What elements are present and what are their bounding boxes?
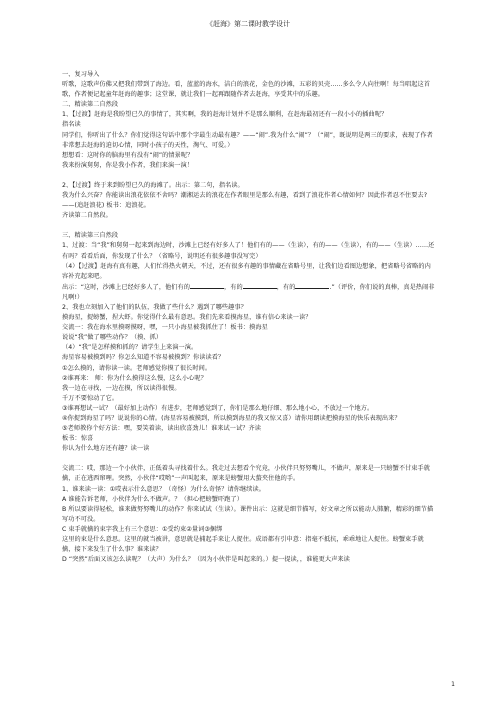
paragraph: 听歌，这歌声仿佛又把我们带到了海边。看，蓝蓝的海水，洁白的浪花，金色的沙滩，五彩的贝壳……多么令人向往啊！每当唱起这首歌，作者便记起童年赶海的趣事；这堂课，就让我们一起再跟随作者去赶海，享受其中的乐趣。 — [62, 81, 431, 99]
paragraph: 摸海星，捉螃蟹，捏大虾。你觉得什么最有意思。我们先来看摸海星，谁有信心来读一读？ — [62, 314, 312, 322]
fill-in-blank — [295, 282, 329, 289]
paragraph: 2、【过渡】终于来到盼望已久的海滩了。出示：第二句，指名读。 — [62, 181, 244, 189]
page-number: 1 — [451, 681, 455, 688]
paragraph: 你认为什么地方还有趣？读一读 — [62, 445, 150, 453]
paragraph: ①怎么摸的，请你读一读。老师感觉你摸了很长时间。 — [62, 364, 212, 372]
paragraph-gap — [62, 221, 436, 231]
paragraph: 同学们，你听出了什么？你们觉得这句话中那个字最生动最有趣？——“闹”.我为什么“闹”？（“闹”，既说明是两三的要求，表现了作者非常想去赶海的迫切心情，同时小孩子的天性，淘气、可爱。） — [62, 131, 433, 149]
paragraph: （4）“我”是怎样摸和抓的？请学生上来演一演。 — [62, 344, 198, 352]
fill-in-blank — [190, 282, 224, 289]
paragraph: ④你捉到海星了吗？说说你的心情。(海星容易被摸到，所以摸到海星的我又惊又喜）请你用朗读把摸海星的快乐表现出来？ — [62, 415, 401, 422]
paragraph: 指名读 — [62, 121, 81, 129]
paragraph: 二、精读第二自然段 — [62, 101, 119, 109]
paragraph: B 所以要读得轻松，谁来做努努嘴儿的动作？你来试试（生读）。课件出示：这就是细节描写，好文章之所以能动人肺腑，精彩的细节描写功不可没。 — [62, 505, 434, 523]
paragraph: ⑤老师教你个好方法：嘿，要笑着读，读出欣喜劲儿！谁来试一试？齐读 — [62, 425, 261, 433]
paragraph-gap — [62, 171, 436, 181]
paragraph: 这里的束是什么意思。这里的就当被讲，意思就是捕起手来让人捉住。成语都有引申意：指毫不抵抗，乖乖地让人捉住。螃蟹束手就擒，接下来发生了什么事？谁来读？ — [62, 536, 424, 554]
paragraph: 2、我也立刻加入了他们的队伍，我做了些什么？遇到了哪些趣事？ — [62, 303, 247, 311]
document-body — [62, 70, 436, 565]
paragraph: ②谁再来： 师：你为什么摸得这么慢，这么小心呢？ — [62, 374, 207, 382]
paragraph: 交流一：我在海水里摸呀摸呀，嘿，一只小海星被我抓住了！板书：摸海星 — [62, 324, 268, 332]
paragraph: A 谁能告诉老师，小伙伴为什么不做声。？（担心把螃蟹吓跑了） — [62, 495, 243, 503]
paragraph: C 束手就擒的束字我上有三个意思：①受约束②量词③捆绑 — [62, 525, 223, 533]
paragraph: ③谁再想试一试？（最好加上动作）有进步，老师感觉到了，你们是那么地仔细、那么地小心，不放过一个地方。 — [62, 404, 374, 412]
paragraph: 1、【过渡】赶海是我盼望已久的事情了，其实啊，我的赶海计划并不是那么顺利，在赶海最初还有一段小小的插曲呢？ — [62, 111, 388, 119]
paragraph: 说说“我”做了哪些动作？（摸、抓） — [62, 334, 163, 342]
paragraph: 板书：惊喜 — [62, 435, 94, 443]
paragraph: 三、精读第三自然段 — [62, 232, 119, 240]
paragraph: 我一边在寻找，一边在摸，所以读得很慢。 — [62, 384, 181, 392]
paragraph: 想想看：这时你的脑海里有没有“闹”的情景呢？ — [62, 151, 194, 159]
paragraph: （4）【过渡】赶海有真有趣，人们忙得热火朝天，不过，还有很多有趣的事情藏在省略号里，让我们边看图边想象，把省略号省略的内容补充起来吧。 — [62, 262, 431, 280]
fill-in-blank — [243, 282, 277, 289]
paragraph: 出示：“这时，沙滩上已经好多人了，他们有的 ，有的 ，有的 .”（评价，你们说的真棒，真是热闹非凡啊!） — [62, 283, 435, 301]
paragraph: 齐读第二自然段。 — [62, 212, 112, 220]
paragraph: 海星容易被摸到吗？你怎么知道不容易被摸到？你读读看？ — [62, 354, 225, 362]
paragraph: 千万不要惊动了它。 — [62, 394, 119, 402]
paragraph-gap — [62, 454, 436, 464]
paragraph: 我来扮演舅舅，你是我小作者，我们来演一演！ — [62, 161, 193, 169]
document-title: 《赶海》第二课时教学设计 — [206, 20, 290, 28]
paragraph: 我为什么兴奋？你能读出浪花依依不舍吗？潮湘运去的浪花在作者眼里是那么有趣，看到了浪花作者心情如何？因此作者忍不住要去?——(追赶浪花) 板书：追浪花。 — [62, 192, 428, 210]
paragraph: 一、复习导入 — [62, 71, 100, 78]
paragraph: D “突然”后面又该怎么读呢？（大声）为什么？（因为小伙伴是叫起来的。）提一提读，，谁能更大声来读 — [62, 556, 350, 564]
paragraph: 1、过渡：当“我”和舅舅一起来到海边时，沙滩上已经有好多人了！他们有的——（生读），有的——（生读），有的——（生读）……还有吗？看看后面，你发现了什么？（省略号，说明还有很多趣事没写完） — [62, 242, 435, 260]
paragraph: 交流二：哎，那边一个小伙伴，正低着头寻找着什么。我走过去想看个究竟，小伙伴只努努嘴儿，不做声，原来是一只螃蟹不甘束手就擒，正在逃西窜哩。突然，小伙伴“哎哟”一声叫起来，原来是螃蟹用大螯夹住他的手。 — [62, 465, 431, 483]
paragraph: 1、谁来读一读：①哎表示什么意思？（奇怪）为什么奇怪？请你继续读。 — [62, 485, 265, 493]
